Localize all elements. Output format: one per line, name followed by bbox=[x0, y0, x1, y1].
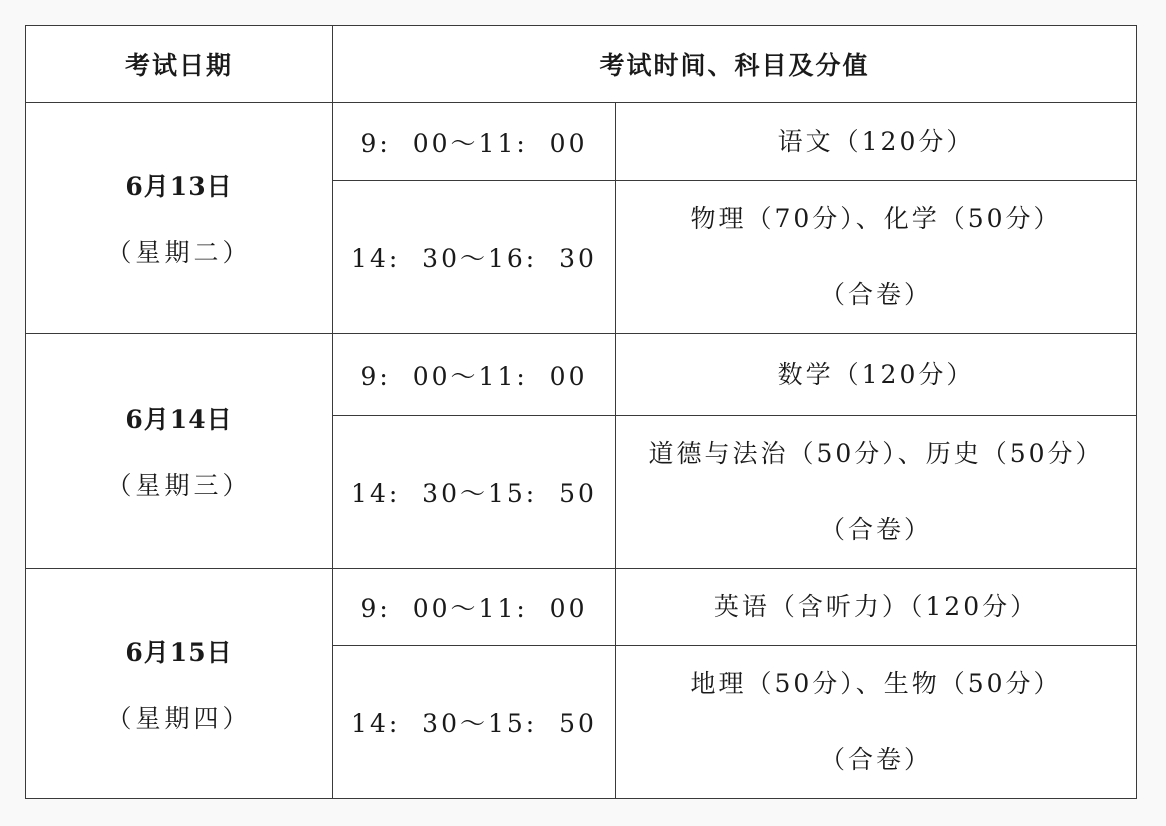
date-cell bbox=[26, 103, 333, 334]
exam-weekday: （星期三） bbox=[106, 471, 252, 500]
date-cell bbox=[26, 334, 333, 569]
time-cell: 14: 30～15: 50 bbox=[333, 416, 616, 569]
exam-weekday: （星期四） bbox=[106, 703, 252, 733]
exam-date: 6月14日 bbox=[125, 405, 233, 434]
subject-note: （合卷） bbox=[819, 515, 932, 544]
date-cell bbox=[26, 569, 333, 799]
time-cell: 14: 30～15: 50 bbox=[333, 646, 616, 799]
exam-date: 6月13日 bbox=[125, 172, 233, 201]
exam-weekday: （星期二） bbox=[106, 238, 252, 267]
subject-line: 语文（120分） bbox=[777, 126, 975, 156]
date-column-header: 考试日期 bbox=[26, 26, 333, 103]
exam-schedule-table bbox=[25, 25, 1137, 799]
time-cell: 14: 30～16: 30 bbox=[333, 181, 616, 334]
detail-column-header: 考试时间、科目及分值 bbox=[333, 26, 1137, 103]
time-cell: 9: 00～11: 00 bbox=[333, 334, 616, 416]
subject-line: 物理（70分）、化学（50分） bbox=[690, 204, 1062, 233]
subject-line: 数学（120分） bbox=[777, 359, 975, 389]
time-cell: 9: 00～11: 00 bbox=[333, 569, 616, 646]
subject-cell bbox=[616, 181, 1137, 334]
table-row bbox=[26, 103, 1137, 181]
subject-cell bbox=[616, 416, 1137, 569]
header-row bbox=[26, 26, 1137, 103]
subject-cell bbox=[616, 103, 1137, 181]
subject-line: 地理（50分）、生物（50分） bbox=[690, 669, 1062, 698]
subject-note: （合卷） bbox=[819, 745, 932, 774]
table-row bbox=[26, 334, 1137, 416]
table-row bbox=[26, 569, 1137, 646]
subject-line: 道德与法治（50分）、历史（50分） bbox=[648, 439, 1104, 468]
subject-line: 英语（含听力）（120分） bbox=[713, 592, 1039, 621]
subject-note: （合卷） bbox=[819, 280, 932, 309]
time-cell: 9: 00～11: 00 bbox=[333, 103, 616, 181]
subject-cell bbox=[616, 569, 1137, 646]
exam-date: 6月15日 bbox=[125, 637, 233, 667]
subject-cell bbox=[616, 646, 1137, 799]
subject-cell bbox=[616, 334, 1137, 416]
